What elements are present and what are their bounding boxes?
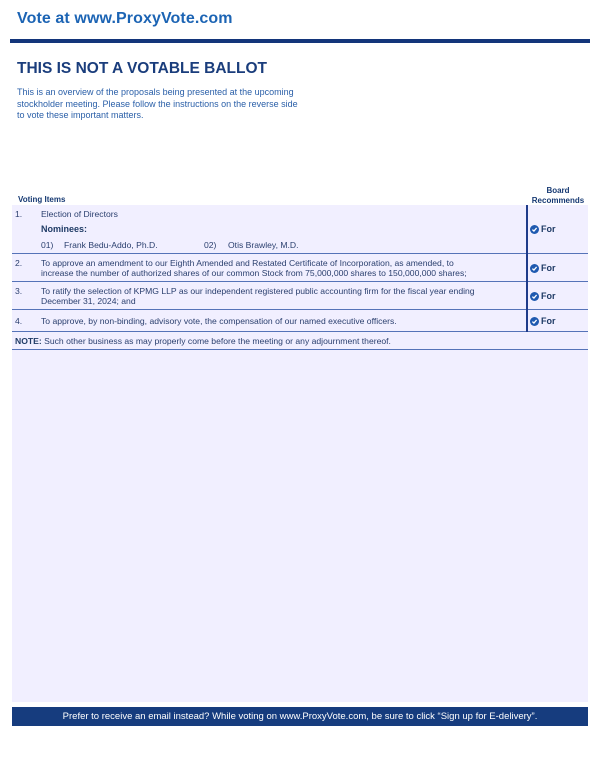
nominee-number: 01) [41, 240, 54, 250]
board-header-line2: Recommends [531, 196, 585, 205]
note-text: Such other business as may properly come before the meeting or any adjournment thereof. [41, 336, 391, 346]
voting-item-1 [12, 205, 588, 254]
voting-item-2 [12, 254, 588, 282]
page-title: THIS IS NOT A VOTABLE BALLOT [17, 60, 267, 77]
check-circle-icon [530, 225, 539, 234]
item-text-line: To approve an amendment to our Eighth Amended and Restated Certificate of Incorporation, as amended, to [41, 258, 454, 268]
nominee-name: Frank Bedu-Addo, Ph.D. [64, 240, 158, 250]
check-circle-icon [530, 264, 539, 273]
recommend-divider [526, 310, 528, 332]
check-circle-icon [530, 317, 539, 326]
item-text-line: December 31, 2024; and [41, 296, 136, 306]
voting-item-4 [12, 310, 588, 332]
item-text: Election of Directors [41, 209, 118, 219]
header-divider [10, 39, 590, 43]
item-text [41, 286, 527, 306]
recommend-divider [526, 205, 528, 254]
board-header-line1: Board [546, 186, 570, 195]
item-number: 1. [15, 209, 23, 219]
item-text: To approve, by non-binding, advisory vote, the compensation of our named executive officers. [41, 316, 397, 326]
recommendation-label: For [541, 263, 556, 273]
nominee-name: Otis Brawley, M.D. [228, 240, 299, 250]
note-row [12, 332, 588, 350]
e-delivery-banner: Prefer to receive an email instead? While voting on www.ProxyVote.com, be sure to click “Sign up for E-delivery”. [12, 707, 588, 726]
voting-items-header: Voting Items [18, 195, 66, 204]
item-text [41, 258, 527, 278]
recommend-divider [526, 282, 528, 310]
intro-text: This is an overview of the proposals being presented at the upcoming stockholder meeting. Please follow the instructions on the reverse side to vote these important matters. [17, 87, 298, 120]
recommendation [530, 316, 556, 326]
recommendation-label: For [541, 316, 556, 326]
board-recommends-header [526, 186, 590, 206]
recommendation-label: For [541, 224, 556, 234]
recommend-divider [526, 254, 528, 282]
item-number: 2. [15, 258, 23, 268]
recommendation [530, 291, 556, 301]
note-label: NOTE: [15, 336, 42, 346]
item-text-line: To ratify the selection of KPMG LLP as our independent registered public accounting firm for the fiscal year ending [41, 286, 475, 296]
item-text-line: increase the number of authorized shares of our common Stock from 75,000,000 shares to 150,000,000 shares; [41, 268, 467, 278]
recommendation [530, 224, 556, 234]
proxyvote-link[interactable]: Vote at www.ProxyVote.com [17, 10, 233, 27]
recommendation-label: For [541, 291, 556, 301]
item-number: 3. [15, 286, 23, 296]
nominee-number: 02) [204, 240, 217, 250]
recommendation [530, 263, 556, 273]
nominees-label: Nominees: [41, 224, 88, 234]
voting-item-3 [12, 282, 588, 310]
item-number: 4. [15, 316, 23, 326]
check-circle-icon [530, 292, 539, 301]
